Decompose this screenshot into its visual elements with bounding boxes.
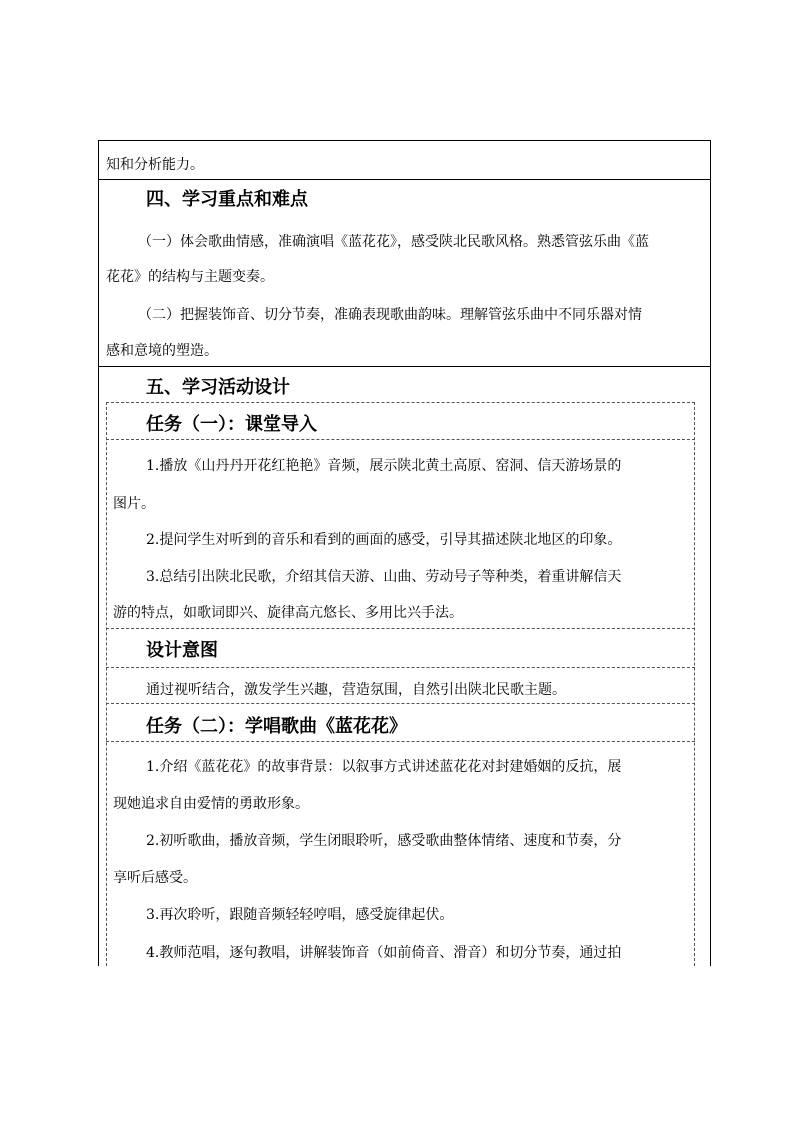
task1-heading: 任务（一）：课堂导入 <box>146 414 317 435</box>
task1-item: 2.提问学生对听到的音乐和看到的画面的感受，引导其描述陕北地区的印象。 <box>146 532 622 548</box>
intent-heading: 设计意图 <box>146 640 218 661</box>
task2-heading: 任务（二）：学唱歌曲《蓝花花》 <box>146 716 407 737</box>
table-divider <box>98 366 711 367</box>
task2-item: 2.初听歌曲，播放音频，学生闭眼聆听，感受歌曲整体情绪、速度和节奏，分 <box>146 833 622 849</box>
section4-p1-line2: 花花》的结构与主题变奏。 <box>106 269 274 285</box>
table-divider <box>98 179 711 180</box>
task2-item: 4.教师范唱，逐句教唱，讲解装饰音（如前倚音、滑音）和切分节奏，通过拍 <box>146 945 622 961</box>
task1-item: 1.播放《山丹丹开花红艳艳》音频，展示陕北黄土高原、窑洞、信天游场景的 <box>146 458 622 474</box>
section4-p2-line1: （二）把握装饰音、切分节奏，准确表现歌曲韵味。理解管弦乐曲中不同乐器对情 <box>138 307 642 323</box>
task2-item: 1.介绍《蓝花花》的故事背景：以叙事方式讲述蓝花花对封建婚姻的反抗，展 <box>146 759 622 775</box>
task2-item: 现她追求自由爱情的勇敢形象。 <box>113 796 309 812</box>
row1-text: 知和分析能力。 <box>106 157 204 173</box>
task1-item: 图片。 <box>113 496 155 512</box>
activity-divider <box>106 741 695 742</box>
task1-item: 游的特点，如歌词即兴、旋律高亢悠长、多用比兴手法。 <box>113 605 463 621</box>
section5-heading: 五、学习活动设计 <box>146 377 290 398</box>
section4-p2-line2: 感和意境的塑造。 <box>106 343 218 359</box>
activity-divider <box>106 667 695 668</box>
intent-text: 通过视听结合，激发学生兴趣，营造氛围，自然引出陕北民歌主题。 <box>146 682 566 698</box>
section4-p1-line1: （一）体会歌曲情感，准确演唱《蓝花花》，感受陕北民歌风格。熟悉管弦乐曲《蓝 <box>138 234 649 250</box>
section4-heading: 四、学习重点和难点 <box>146 189 308 210</box>
task1-item: 3.总结引出陕北民歌，介绍其信天游、山曲、劳动号子等种类，着重讲解信天 <box>146 569 622 585</box>
activity-divider <box>106 439 695 440</box>
task2-item: 3.再次聆听，跟随音频轻轻哼唱，感受旋律起伏。 <box>146 907 454 923</box>
task2-item: 享听后感受。 <box>113 870 197 886</box>
activity-divider <box>106 703 695 704</box>
activity-divider <box>106 628 695 629</box>
